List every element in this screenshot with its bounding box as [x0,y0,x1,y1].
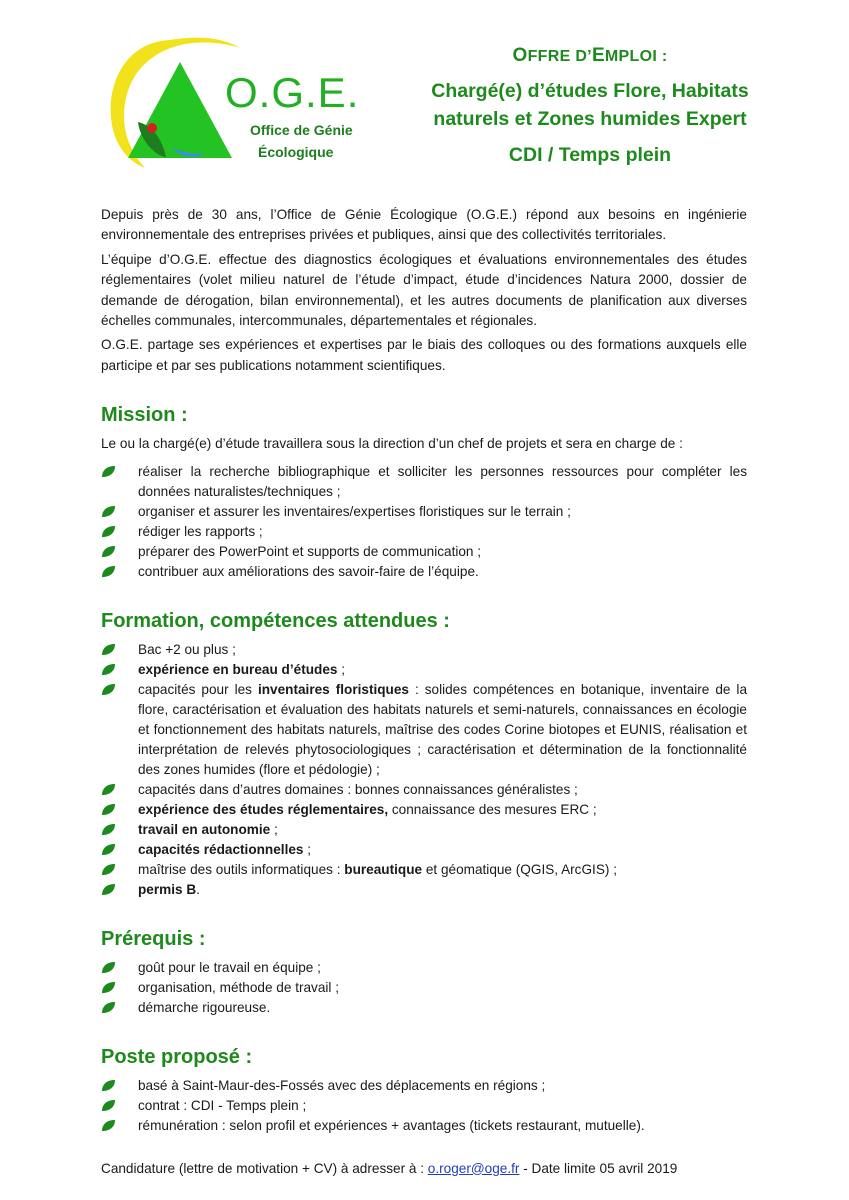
leaf-bullet-icon [101,1001,116,1014]
leaf-bullet-icon [101,823,116,836]
leaf-bullet-icon [101,1079,116,1092]
leaf-bullet-icon [101,1099,116,1112]
list-item: organiser et assurer les inventaires/expertises floristiques sur le terrain ; [101,502,747,522]
prerequis-list [101,958,747,1018]
logo-ladybug-shape [147,123,157,133]
logo-line1: Office de Génie [250,122,353,138]
intro-paragraph: O.G.E. partage ses expériences et expertises par le biais des colloques ou des formations auxquels elle participe et par ses publications notamment scientifiques. [101,337,747,373]
list-item: basé à Saint-Maur-des-Fossés avec des déplacements en régions ; [101,1076,747,1096]
job-title-block [400,46,780,169]
oge-logo [100,30,390,170]
footer-text: Candidature (lettre de motivation + CV) à adresser à : [101,1160,428,1176]
prerequis-heading: Prérequis : [101,927,206,950]
job-position-line1: Chargé(e) d’études Flore, Habitats [431,80,749,102]
leaf-bullet-icon [101,643,116,656]
poste-list [101,1076,747,1136]
list-item: réaliser la recherche bibliographique et solliciter les personnes ressources pour compléter les données naturalistes/techniques ; [101,462,747,502]
leaf-bullet-icon [101,465,116,478]
mission-heading: Mission : [101,404,188,427]
mission-section [101,402,747,581]
intro-paragraph: L’équipe d’O.G.E. effectue des diagnostics écologiques et évaluations environnementales des études réglementaires (volet milieu naturel de l’étude d’impact, étude d’incidences Natura 2000, dossier de demande de dérogation, bilan environnemental), et les autres documents de planification aux diverses échelles communales, intercommunales, départementales et régionales. [101,251,747,329]
list-item: rédiger les rapports ; [101,522,747,542]
list-item: Bac +2 ou plus ; [101,640,747,660]
formation-section [101,608,747,900]
leaf-bullet-icon [101,803,116,816]
offre-emploi-heading: OFFRE D’EMPLOI : [512,45,668,66]
list-item: permis B. [101,880,747,900]
logo-triangle-shape [128,62,232,158]
leaf-bullet-icon [101,863,116,876]
leaf-bullet-icon [101,545,116,558]
deadline-text: - Date limite 05 avril 2019 [519,1160,678,1176]
poste-heading: Poste proposé : [101,1045,253,1068]
intro-paragraph: Depuis près de 30 ans, l’Office de Génie Écologique (O.G.E.) répond aux besoins en ingénierie environnementale des entreprises privées et publiques, ainsi que des collectivités territoriales. [101,207,747,243]
formation-heading: Formation, compétences attendues : [101,609,450,632]
leaf-bullet-icon [101,565,116,578]
formation-list [101,640,747,900]
job-position-line2: naturels et Zones humides Expert [433,108,747,130]
leaf-bullet-icon [101,663,116,676]
list-item: organisation, méthode de travail ; [101,978,747,998]
mission-list [101,462,747,582]
list-item: expérience en bureau d’études ; [101,660,747,680]
prerequis-section [101,926,747,1018]
list-item: travail en autonomie ; [101,820,747,840]
application-footer [101,1159,747,1179]
leaf-bullet-icon [101,961,116,974]
leaf-bullet-icon [101,683,116,696]
main-content [101,205,747,1179]
list-item: goût pour le travail en équipe ; [101,958,747,978]
leaf-bullet-icon [101,783,116,796]
logo-acronym: O.G.E. [225,69,360,116]
mission-intro: Le ou la chargé(e) d’étude travaillera sous la direction d’un chef de projets et sera en charge de : [101,436,683,452]
list-item: rémunération : selon profil et expériences + avantages (tickets restaurant, mutuelle). [101,1116,747,1136]
list-item: capacités rédactionnelles ; [101,840,747,860]
list-item: capacités pour les inventaires floristiques : solides compétences en botanique, inventaire de la flore, caractérisation et évaluation des habitats naturels et semi-naturels, connaissances en écologie et fonctionnement des habitats naturels, maîtrise des codes Corine biotopes et EUNIS, réalisation et interprétation de relevés phytosociologiques ; caractérisation et détermination de la fonctionnalité des zones humides (flore et pédologie) ; [101,680,747,780]
leaf-bullet-icon [101,981,116,994]
leaf-bullet-icon [101,1119,116,1132]
leaf-bullet-icon [101,843,116,856]
leaf-bullet-icon [101,505,116,518]
contract-type: CDI / Temps plein [508,144,672,166]
intro-section [101,205,747,376]
list-item: préparer des PowerPoint et supports de communication ; [101,542,747,562]
logo-line2: Écologique [258,144,334,160]
list-item: capacités dans d’autres domaines : bonnes connaissances généralistes ; [101,780,747,800]
leaf-bullet-icon [101,883,116,896]
list-item: contribuer aux améliorations des savoir-faire de l’équipe. [101,562,747,582]
list-item: maîtrise des outils informatiques : bureautique et géomatique (QGIS, ArcGIS) ; [101,860,747,880]
list-item: contrat : CDI - Temps plein ; [101,1096,747,1116]
contact-email-link[interactable]: o.roger@oge.fr [427,1160,520,1176]
leaf-bullet-icon [101,525,116,538]
job-position-title [400,77,780,133]
list-item: expérience des études réglementaires, connaissance des mesures ERC ; [101,800,747,820]
list-item: démarche rigoureuse. [101,998,747,1018]
poste-section [101,1044,747,1136]
